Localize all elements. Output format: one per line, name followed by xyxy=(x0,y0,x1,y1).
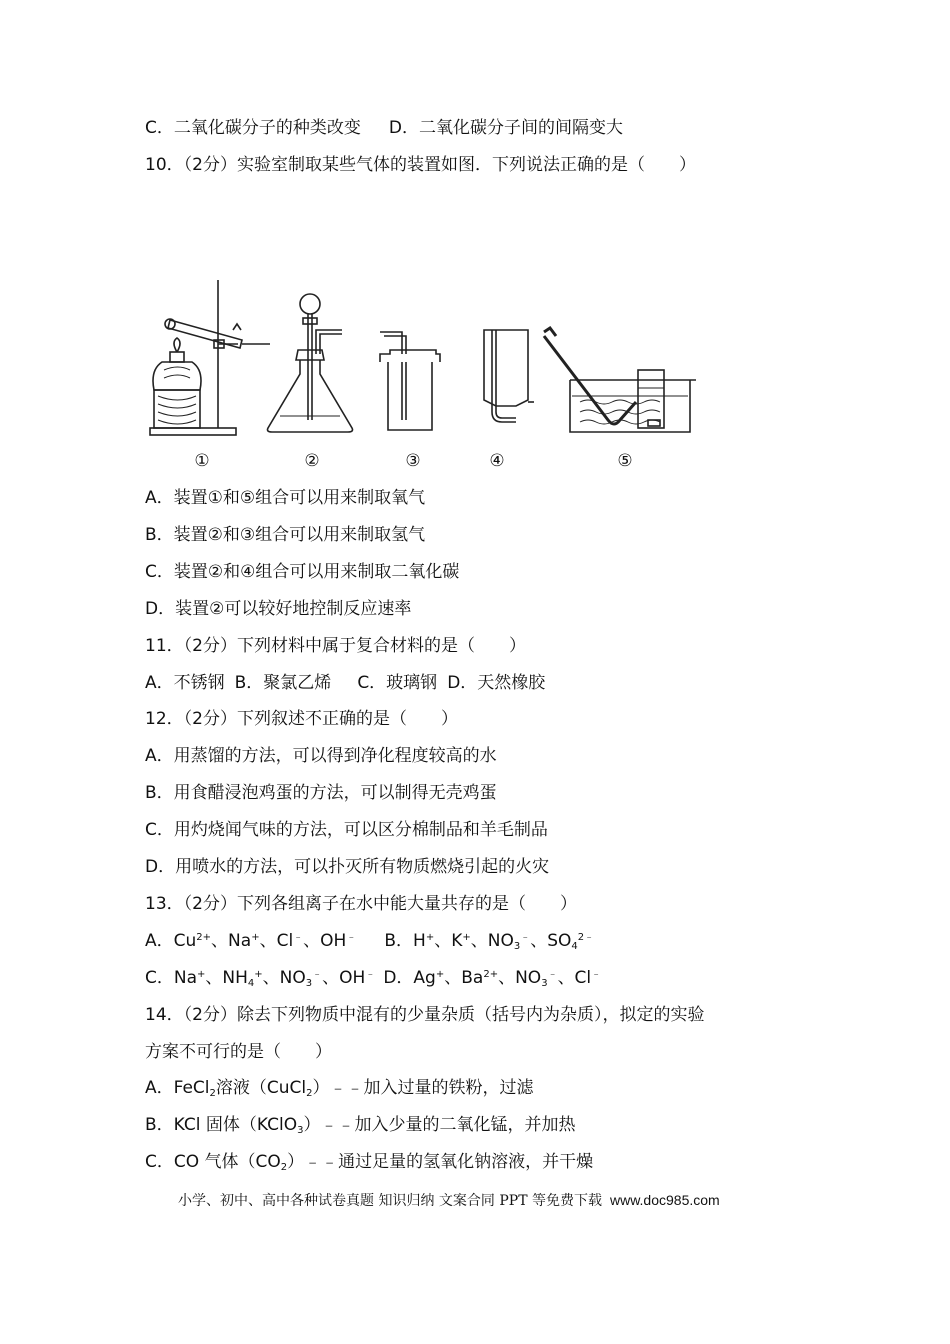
q11-stem: 11．（2分）下列材料中属于复合材料的是（ ） xyxy=(145,636,526,656)
apparatus-label-3: ③ xyxy=(405,451,421,471)
footer-url[interactable]: www.doc985.com xyxy=(609,1192,720,1208)
apparatus-label-2: ② xyxy=(304,451,320,471)
q13-options-ab xyxy=(145,930,594,952)
apparatus-label-4: ④ xyxy=(489,451,505,471)
q12-option-c: C．用灼烧闻气味的方法，可以区分棉制品和羊毛制品 xyxy=(145,820,548,840)
q13-stem: 13．（2分）下列各组离子在水中能大量共存的是（ ） xyxy=(145,894,577,914)
q9-options-row xyxy=(145,117,623,139)
q10-option-a: A．装置①和⑤组合可以用来制取氧气 xyxy=(145,488,426,508)
q11-option-b: B．聚氯乙烯 xyxy=(234,673,332,693)
q12-option-b: B．用食醋浸泡鸡蛋的方法，可以制得无壳鸡蛋 xyxy=(145,783,497,803)
apparatus-label-5: ⑤ xyxy=(617,451,633,471)
apparatus-4-inverted-bottle xyxy=(484,330,534,422)
q11-option-c: C．玻璃钢 xyxy=(357,673,438,693)
apparatus-3-gas-bottle xyxy=(380,332,440,430)
q10-option-d: D．装置②可以较好地控制反应速率 xyxy=(145,599,412,619)
apparatus-5-water-trough xyxy=(544,328,696,432)
apparatus-1-heating-setup xyxy=(150,280,270,435)
q13-option-c: C．Na+、$NH_4^+$、$NO_3^﹣$、OH﹣ xyxy=(145,968,376,989)
q11-option-a: A．不锈钢 xyxy=(145,673,225,693)
apparatus-2-conical-flask xyxy=(268,294,353,432)
lab-apparatus-figure xyxy=(140,270,720,480)
q11-options-row xyxy=(145,672,545,694)
q12-option-a: A．用蒸馏的方法，可以得到净化程度较高的水 xyxy=(145,746,497,766)
q10-option-c: C．装置②和④组合可以用来制取二氧化碳 xyxy=(145,562,460,582)
apparatus-label-1: ① xyxy=(194,451,210,471)
q13-option-b: B．H+、K+、$NO_3^﹣$、$SO_4^{2﹣}$ xyxy=(384,931,595,952)
q13-option-d: D．Ag+、$Ba^{2+}$、$NO_3^﹣$、Cl﹣ xyxy=(383,968,602,989)
q14-option-a: A．FeCl$_2$溶液（CuCl$_2$）﹣﹣加入过量的铁粉，过滤 xyxy=(145,1078,534,1099)
q9-option-c: C．二氧化碳分子的种类改变 xyxy=(145,118,361,138)
page-footer xyxy=(178,1191,720,1210)
q12-option-d: D．用喷水的方法，可以扑灭所有物质燃烧引起的火灾 xyxy=(145,857,550,877)
q13-option-a: A．$Cu^{2+}$、Na+、Cl﹣、OH﹣ xyxy=(145,931,357,951)
q14-option-c: C．CO 气体$(CO_2)﹣﹣$通过足量的氢氧化钠溶液，并干燥 xyxy=(145,1152,594,1173)
q14-stem-line-1: 14．（2分）除去下列物质中混有的少量杂质（括号内为杂质），拟定的实验 xyxy=(145,1005,705,1025)
q10-stem: 10．（2分）实验室制取某些气体的装置如图．下列说法正确的是（ ） xyxy=(145,155,696,175)
q9-option-d: D．二氧化碳分子间的间隔变大 xyxy=(388,118,623,138)
q14-stem-line-2: 方案不可行的是（ ） xyxy=(145,1042,332,1062)
q11-option-d: D．天然橡胶 xyxy=(447,673,546,693)
footer-text: 小学、初中、高中各种试卷真题 知识归纳 文案合同 PPT 等免费下载 xyxy=(178,1193,602,1209)
q10-option-b: B．装置②和③组合可以用来制取氢气 xyxy=(145,525,426,545)
q14-option-b: B．KCl 固体（KClO$_3$）﹣﹣加入少量的二氧化锰，并加热 xyxy=(145,1115,576,1136)
q13-options-cd xyxy=(145,967,601,989)
q12-stem: 12．（2分）下列叙述不正确的是（ ） xyxy=(145,709,458,729)
